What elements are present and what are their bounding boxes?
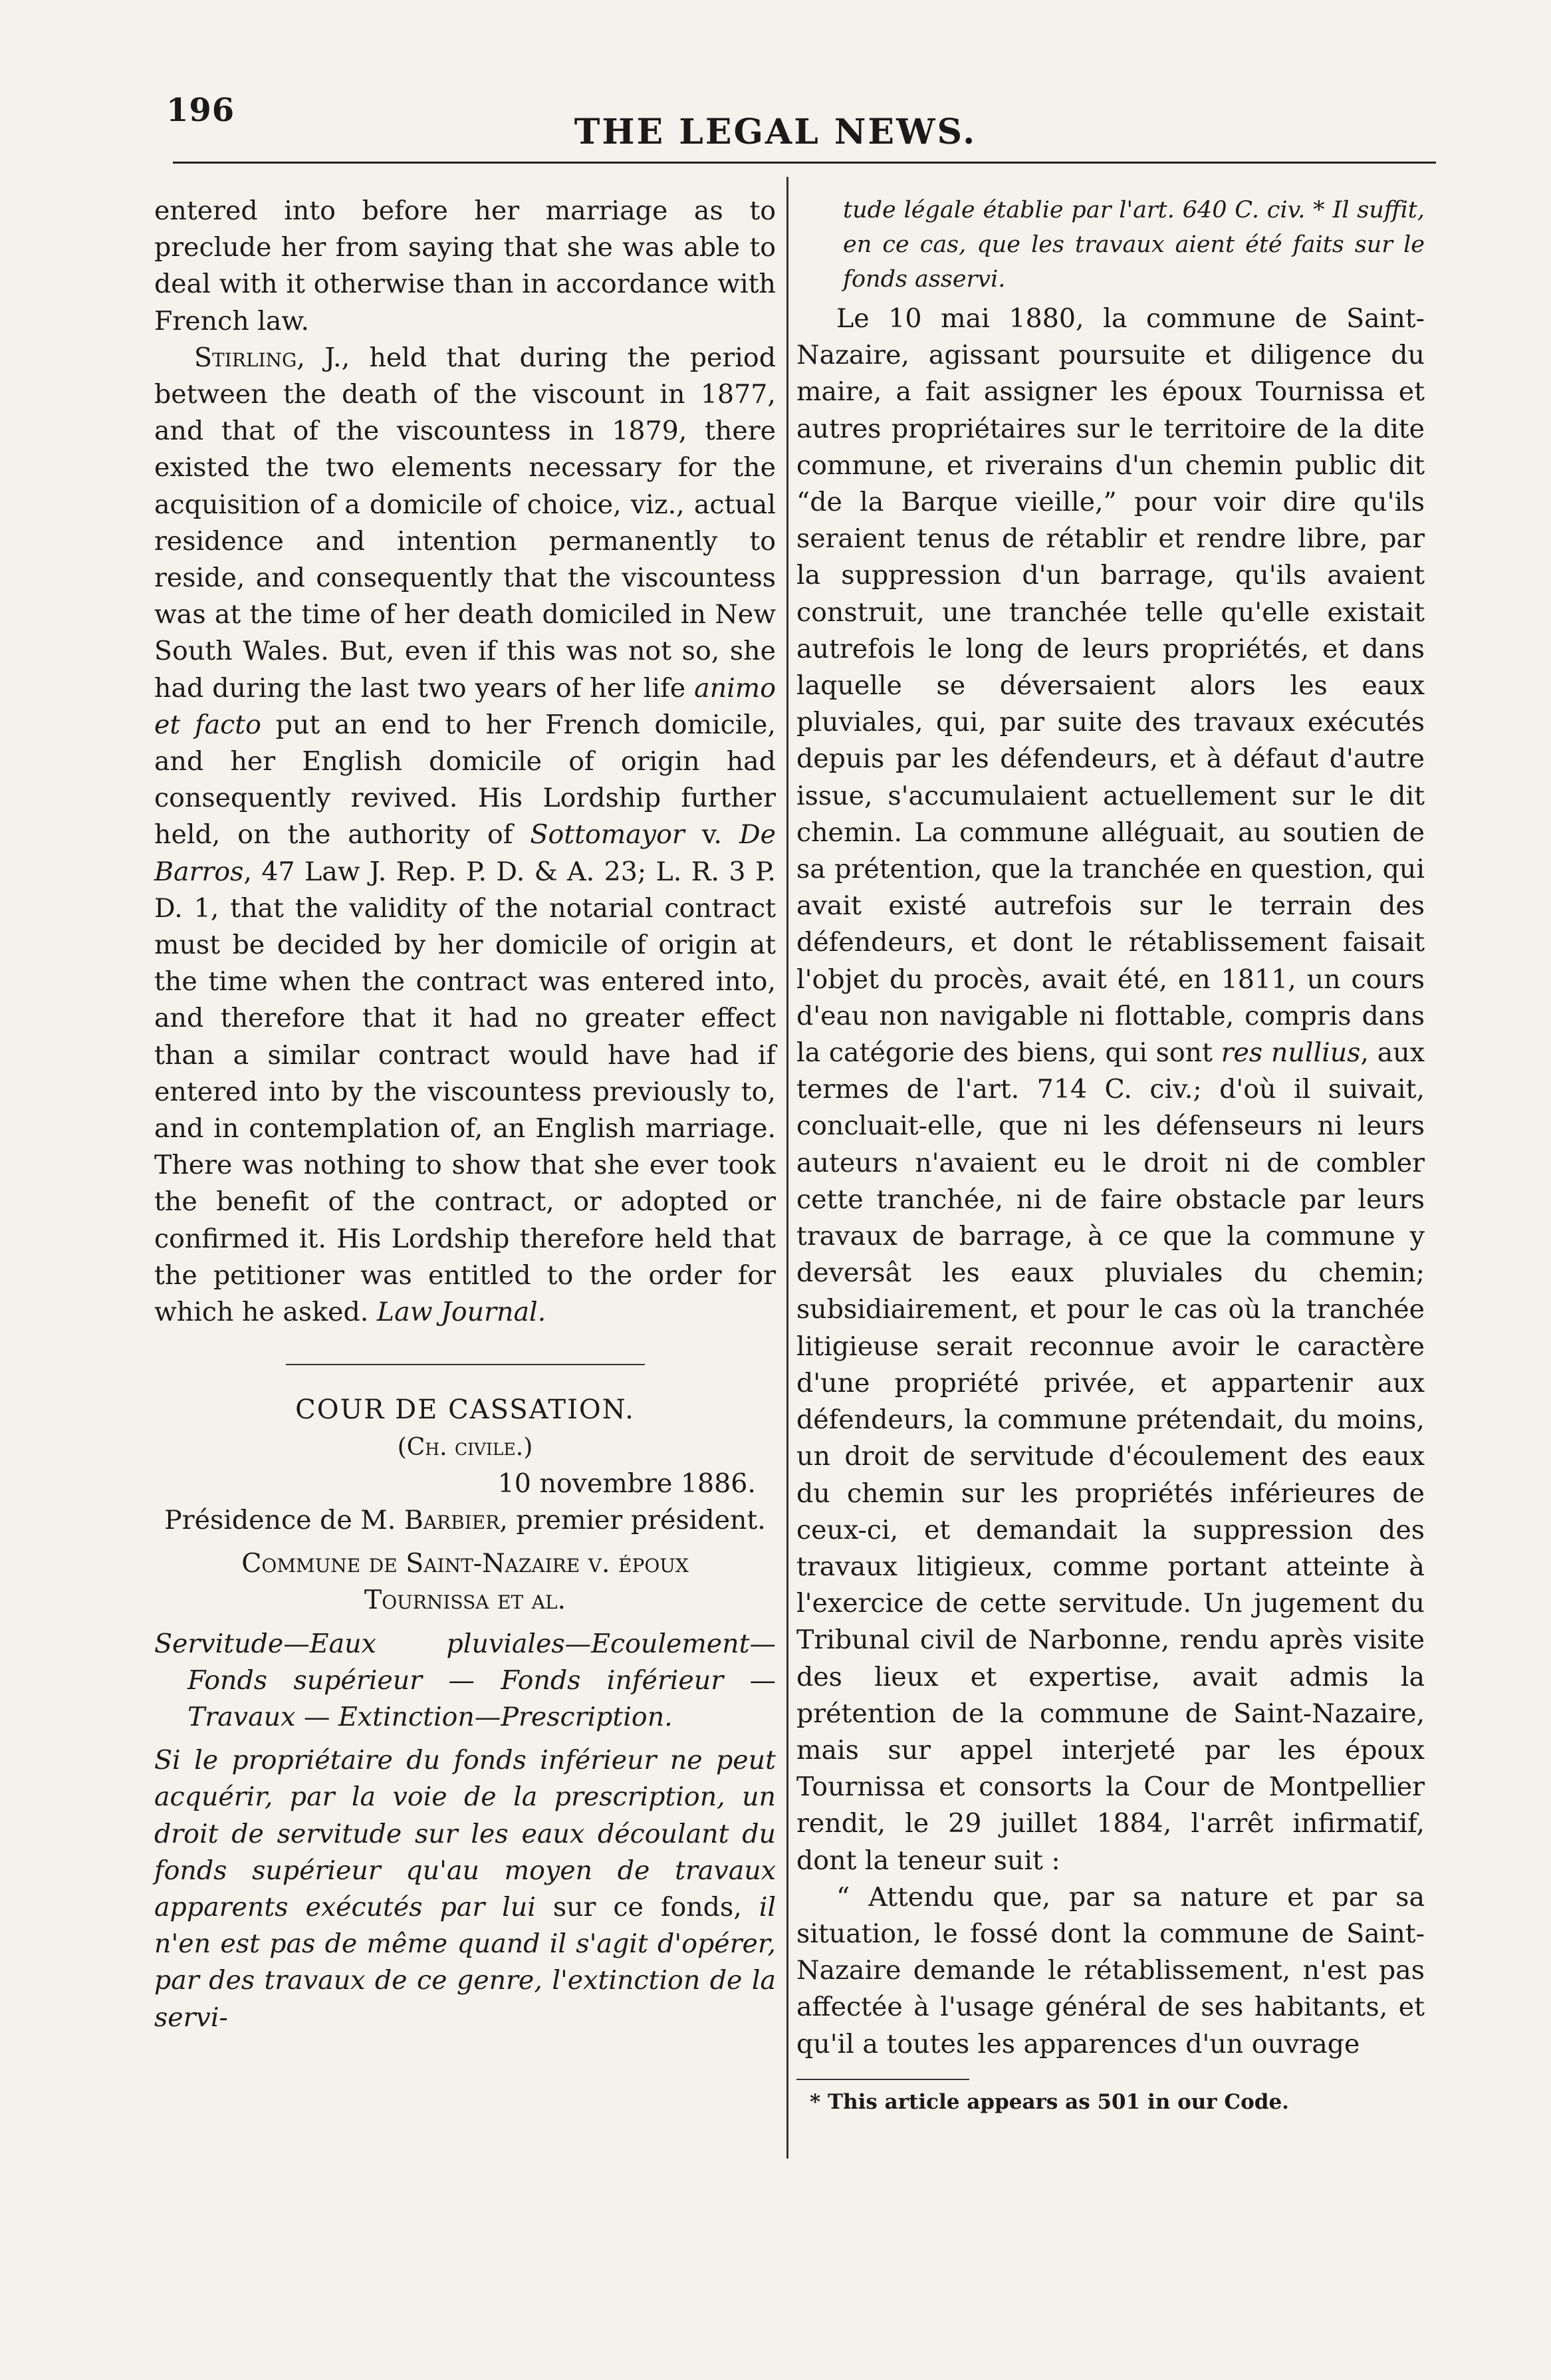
footnote-rule [796,2079,969,2080]
court-title: COUR DE CASSATION. [295,1394,635,1426]
running-title: THE LEGAL NEWS. [574,112,977,152]
header-rule [173,162,1436,164]
paragraph-facts: Le 10 mai 1880, la commune de Saint-Nazaire, agissant poursuite et diligence du maire, a fait assigner les époux Tournissa et autres propriétaires sur le territoire de la dite commune, et riverains d'un chemin public dit “de la Barque vieille,” pour voir dire qu'ils seraient tenus de rétablir et rendre libre, par la suppression d'un barrage, qu'ils avaient construit, une tranchée telle qu'elle existait autrefois le long de leurs propriétés, et dans laquelle se déversaient alors les eaux pluviales, qui, par suite des travaux exécutés depuis par les défendeurs, et à défaut d'autre issue, s'accumulaient actuellement sur le dit chemin. La commune alléguait, au soutien de sa prétention, que la tranchée en question, qui avait existé autrefois sur le terrain des défendeurs, et dont le rétablissement faisait l'objet du procès, avait été, en 1811, un cours d'eau non navigable ni flottable, compris dans la catégorie des biens, qui sont res nullius, aux termes de l'art. 714 C. civ.; d'où il suivait, concluait-elle, que ni les défenseurs ni leurs auteurs n'avaient eu le droit ni de combler cette tranchée, ni de faire obstacle par leurs travaux de barrage, à ce que la commune y deversât les eaux pluviales du chemin; subsidiairement, et pour le cas où la tranchée litigieuse serait reconnue avoir le caractère d'une propriété privée, et appartenir aux défendeurs, la commune prétendait, du moins, un droit de servitude d'écoulement des eaux du chemin sur les propriétés inférieures de ceux-ci, et demandait la suppression des travaux litigieux, comme portant atteinte à l'exercice de cette servitude. Un jugement du Tribunal civil de Narbonne, rendu après visite des lieux et expertise, avait admis la prétention de la commune de Saint-Nazaire, mais sur appel interjeté par les époux Tournissa et consorts la Cour de Montpellier rendit, le 29 juillet 1884, l'arrêt infirmatif, dont la teneur suit : [796,303,1425,1876]
case-parties: Commune de Saint-Nazaire v. époux Tournissa et al. [241,1548,689,1616]
paragraph-continuation: entered into before her marriage as to preclude her from saying that she was able to deal with it otherwise than in accordance with French law. [154,196,776,336]
case-summary-continued: tude légale établie par l'art. 640 C. civ. * Il suffit, en ce cas, que les travaux aient été faits sur le fonds asservi. [843,197,1425,293]
page-number: 196 [166,92,235,129]
source-citation: Law Journal. [376,1297,546,1328]
right-column [796,193,1425,2116]
section-rule [286,1364,645,1365]
judge-name: Stirling [194,342,297,373]
case-keywords: Servitude—Eaux pluviales—Ecoulement—Fonds supérieur — Fonds inférieur — Travaux — Extinction—Prescription. [154,1628,776,1732]
case-summary: Si le propriétaire du fonds inférieur ne peut acquérir, par la voie de la prescription, un droit de servitude sur les eaux découlant du fonds supérieur qu'au moyen de travaux apparents exécutés par lui sur ce fonds, il n'en est pas de même quand il s'agit d'opérer, par des travaux de ce genre, l'extinction de la servi- [154,1745,776,2033]
paragraph-stirling: Stirling, J., held that during the period between the death of the viscount in 1877, and that of the viscountess in 1879, there existed the two elements necessary for the acquisition of a domicile of choice, viz., actual residence and intention permanently to reside, and consequently that the viscountess was at the time of her death domiciled in New South Wales. But, even if this was not so, she had during the last two years of her life animo et facto put an end to her French domicile, and her English domicile of origin had consequently revived. His Lordship further held, on the authority of Sottomayor v. De Barros, 47 Law J. Rep. P. D. & A. 23; L. R. 3 P. D. 1, that the validity of the notarial contract must be decided by her domicile of origin at the time when the contract was entered into, and therefore that it had no greater effect than a similar contract would have had if entered into by the viscountess previously to, and in contemplation of, an English marriage. There was nothing to show that she ever took the benefit of the contract, or adopted or confirmed it. His Lordship therefore held that the petitioner was entitled to the order for which he asked. Law Journal. [154,342,776,1328]
paragraph-judgment: “ Attendu que, par sa nature et par sa situation, le fossé dont la commune de Saint-Nazaire demande le rétablissement, n'est pas affectée à l'usage général de ses habitants, et qu'il a toutes les apparences d'un ouvrage [796,1881,1425,2059]
decision-date: 10 novembre 1886. [497,1468,756,1499]
presidency-line: Présidence de M. Barbier, premier président. [164,1504,766,1535]
column-divider [786,177,788,2159]
left-column [154,193,776,2036]
footnote: * This article appears as 501 in our Code. [810,2089,1289,2114]
chamber-label: (Ch. civile.) [397,1433,533,1461]
